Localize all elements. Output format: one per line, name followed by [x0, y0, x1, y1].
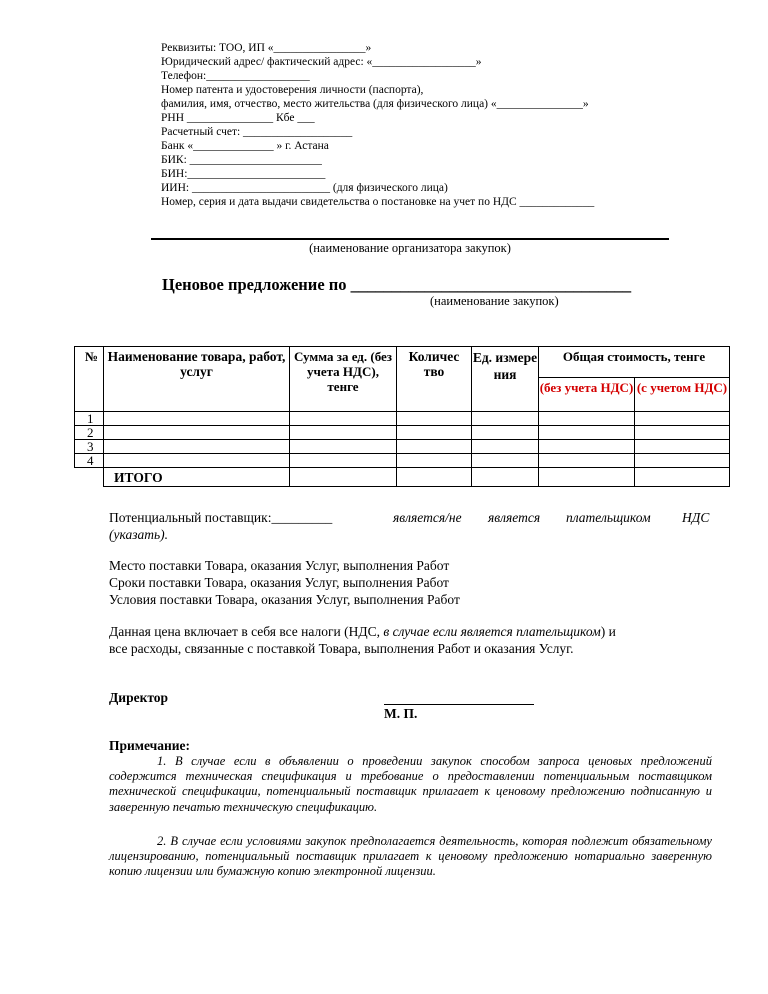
- table-cell[interactable]: [104, 454, 290, 468]
- supplier-word: НДС: [682, 510, 710, 525]
- supplier-word: является/не: [393, 510, 462, 525]
- table-cell[interactable]: [290, 426, 397, 440]
- table-cell[interactable]: [472, 426, 539, 440]
- table-cell[interactable]: [104, 412, 290, 426]
- row-number: 2: [75, 426, 104, 440]
- table-row: [75, 454, 730, 468]
- condition-terms: Сроки поставки Товара, оказания Услуг, выполнения Работ: [109, 575, 449, 590]
- table-cell[interactable]: [104, 426, 290, 440]
- organizer-underline: [151, 238, 669, 240]
- requisites-line: Номер патента и удостоверения личности (паспорта),: [161, 84, 424, 96]
- header-unit: Ед. измере ния: [472, 347, 539, 412]
- supplier-label: Потенциальный поставщик:_________: [109, 510, 333, 525]
- total-label: ИТОГО: [104, 468, 290, 487]
- requisites-line: Номер, серия и дата выдачи свидетельства о постановке на учет по НДС _____________: [161, 196, 595, 208]
- table-cell[interactable]: [472, 440, 539, 454]
- header-total-no-vat: (без учета НДС): [539, 378, 635, 412]
- requisites-line: фамилия, имя, отчество, место жительства (для физического лица) «_______________»: [161, 98, 589, 110]
- table-row: [75, 440, 730, 454]
- notes-heading: Примечание:: [109, 738, 191, 753]
- table-cell[interactable]: [635, 412, 730, 426]
- requisites-line: Юридический адрес/ фактический адрес: «__________________»: [161, 56, 482, 68]
- header-name: Наименование товара, работ, услуг: [104, 347, 290, 412]
- table-cell[interactable]: [290, 440, 397, 454]
- director-label: Директор: [109, 690, 169, 705]
- table-cell[interactable]: [397, 426, 472, 440]
- requisites-line: Реквизиты: ТОО, ИП «________________»: [161, 42, 372, 54]
- table-cell[interactable]: [539, 468, 635, 487]
- requisites-line: БИК: _______________________: [161, 154, 322, 166]
- requisites-line: БИН:________________________: [161, 168, 326, 180]
- stamp-label: М. П.: [384, 706, 418, 721]
- empty-cell: [75, 468, 104, 487]
- table-cell[interactable]: [290, 454, 397, 468]
- requisites-line: Банк «______________ » г. Астана: [161, 140, 329, 152]
- table-cell[interactable]: [472, 454, 539, 468]
- price-note-text: ) и: [600, 624, 616, 639]
- table-cell[interactable]: [635, 426, 730, 440]
- title-caption: (наименование закупок): [430, 294, 559, 308]
- condition-place: Место поставки Товара, оказания Услуг, выполнения Работ: [109, 558, 450, 573]
- note-paragraph-2: 2. В случае если условиями закупок предполагается деятельность, которая подлежит обязательному лицензированию, потенциальный поставщик прилагает к ценовому предложению нотариально заверенную копию лицензии или бумажную копию электронной лицензии.: [109, 834, 712, 879]
- table-cell[interactable]: [397, 454, 472, 468]
- table-cell[interactable]: [539, 454, 635, 468]
- table-row: [75, 426, 730, 440]
- table-cell[interactable]: [635, 440, 730, 454]
- table-cell[interactable]: [397, 468, 472, 487]
- requisites-line: Телефон:__________________: [161, 70, 310, 82]
- header-num: №: [75, 347, 104, 412]
- supplier-word: плательщиком: [566, 510, 651, 525]
- header-total-with-vat: (с учетом НДС): [635, 378, 730, 412]
- table-cell[interactable]: [472, 468, 539, 487]
- table-cell[interactable]: [290, 468, 397, 487]
- header-total-cost: Общая стоимость, тенге: [539, 347, 730, 378]
- requisites-line: РНН _______________ Кбе ___: [161, 112, 315, 124]
- supplier-word: является: [488, 510, 541, 525]
- header-quantity: Количес тво: [397, 347, 472, 412]
- table-cell[interactable]: [104, 440, 290, 454]
- table-cell[interactable]: [539, 440, 635, 454]
- organizer-caption: (наименование организатора закупок): [309, 241, 511, 255]
- table-cell[interactable]: [635, 468, 730, 487]
- table-cell[interactable]: [539, 412, 635, 426]
- row-number: 1: [75, 412, 104, 426]
- table-cell[interactable]: [397, 412, 472, 426]
- price-note-text: Данная цена включает в себя все налоги (НДС,: [109, 624, 384, 639]
- supplier-note: (указать).: [109, 527, 168, 542]
- requisites-line: ИИН: ________________________ (для физического лица): [161, 182, 448, 194]
- table-cell[interactable]: [290, 412, 397, 426]
- row-number: 3: [75, 440, 104, 454]
- page-title: Ценовое предложение по __________________________________: [162, 275, 632, 294]
- price-note-line2: все расходы, связанные с поставкой Товара, выполнения Работ и оказания Услуг.: [109, 641, 574, 656]
- price-note-line1: [109, 624, 616, 640]
- table-cell[interactable]: [635, 454, 730, 468]
- price-table: [74, 346, 730, 487]
- header-unit-price: Сумма за ед. (без учета НДС), тенге: [290, 347, 397, 412]
- requisites-block: [161, 41, 594, 209]
- total-row: [75, 468, 730, 487]
- condition-conditions: Условия поставки Товара, оказания Услуг, выполнения Работ: [109, 592, 460, 607]
- signature-line: [384, 704, 534, 705]
- price-note-italic: в случае если является плательщиком: [383, 624, 601, 639]
- note-paragraph-1: 1. В случае если в объявлении о проведении закупок способом запроса ценовых предложений содержится техническая спецификация и требование о предоставлении потенциальным поставщиком технической спецификации, потенциальный поставщик прилагает к ценовому предложению подписанную и заверенную печатью техническую спецификацию.: [109, 754, 712, 814]
- table-cell[interactable]: [397, 440, 472, 454]
- table-cell[interactable]: [472, 412, 539, 426]
- requisites-line: Расчетный счет: ___________________: [161, 126, 353, 138]
- table-row: [75, 412, 730, 426]
- table-cell[interactable]: [539, 426, 635, 440]
- row-number: 4: [75, 454, 104, 468]
